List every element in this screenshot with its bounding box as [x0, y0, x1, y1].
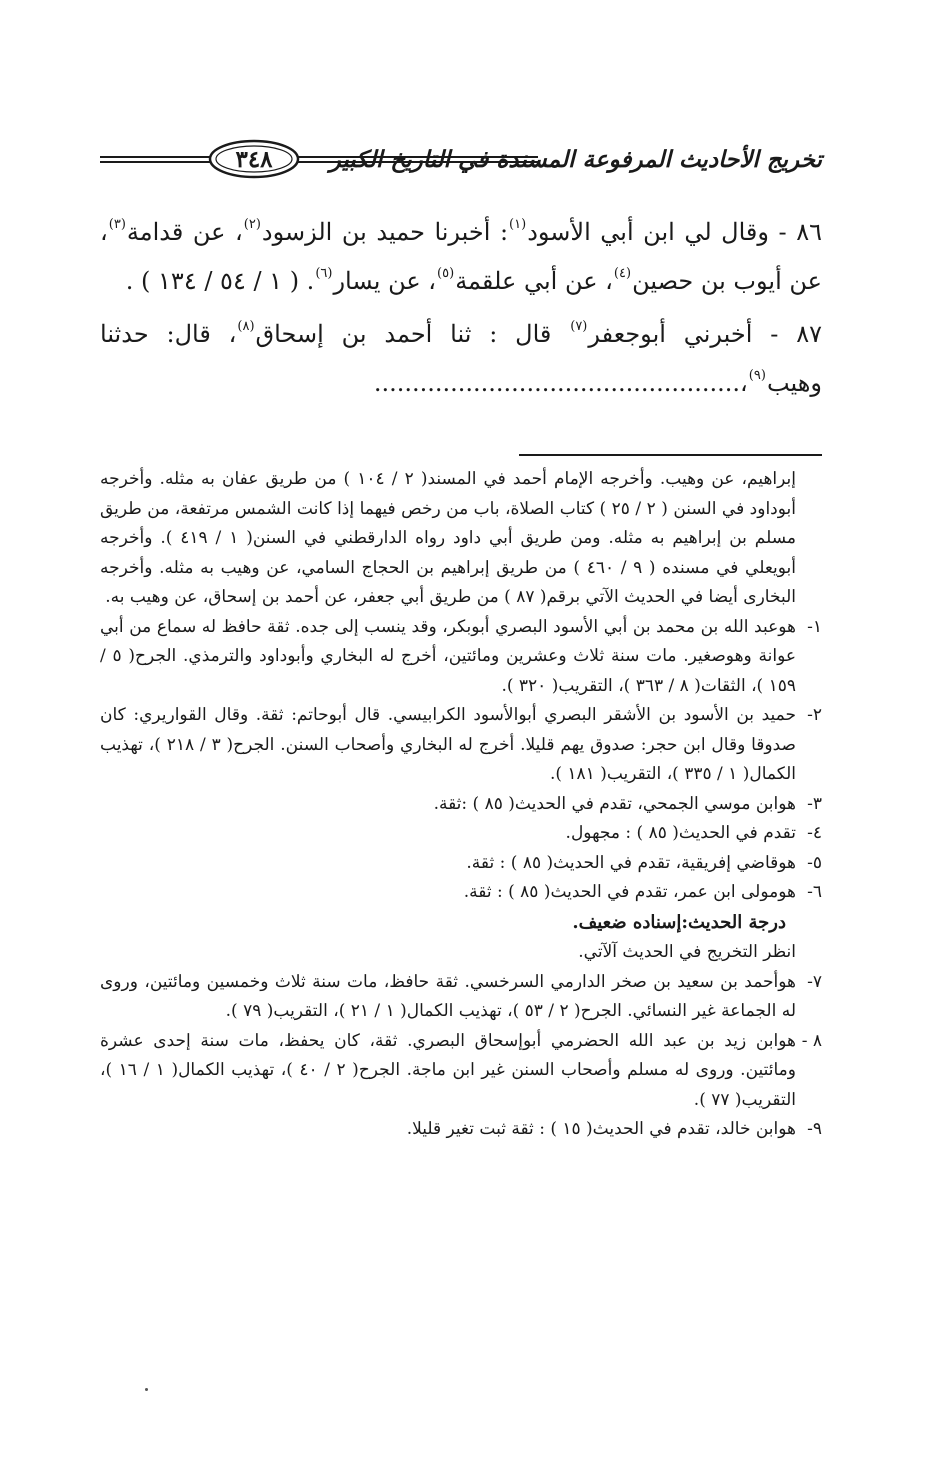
footnote-number: ٣-: [807, 793, 822, 814]
footnote-number: ٧-: [807, 971, 822, 992]
hadith-87: [100, 312, 822, 410]
continuation-dots: ................................................: [373, 369, 741, 397]
footnote-text: هوعبد الله بن محمد بن أبي الأسود البصري أبوبكر، وقد ينسب إلى جده. ثقة حافظ له سماع من أبي عوانة وهوصغير. مات سنة ثلاث وعشرين ومائتين، أخرج له البخاري وأبوداود والترمذي. الجرح( ٥ / ١٥٩ )، الثقات( ٨ / ٣٦٣ )، التقريب( ٣٢٠ ).: [100, 616, 796, 696]
grade-value: إسناده ضعيف.: [572, 911, 682, 933]
see-also-note: انظر التخريج في الحديث آلآتي.: [578, 942, 796, 962]
footnote-9: [100, 1115, 822, 1145]
hadith-text: ، عن قدامة: [126, 218, 243, 246]
footnote-text: هوقاضي إفريقية، تقدم في الحديث( ٨٥ ) : ثقة.: [466, 852, 796, 873]
footnotes: [100, 465, 822, 1145]
footnote-separator: [519, 454, 822, 456]
footnote-continuation: إبراهيم، عن وهيب. وأخرجه الإمام أحمد في المسند( ٢ / ١٠٤ ) من طريق عفان به مثله. وأخرجه أبوداود في السنن ( ٢ / ٢٥ ) كتاب الصلاة، باب من رخص فيهما إذا كانت الشمس مرتفعة، من طريق مسلم بن إبراهيم به مثله. ومن طريق أبي داود رواه الدارقطني في السنن( ١ / ٤١٩ ). وأخرجه أبويعلي في مسنده ( ٩ / ٤٦٠ ) من طريق إبراهيم بن الحجاج السامي، عن وهيب به مثله. وأخرجه البخارى أيضا في الحديث الآتي برقم( ٨٧ ) من طريق أبي جعفر، عن أحمد بن إسحاق، عن وهيب به.: [100, 469, 797, 607]
footnote-number: ٩-: [807, 1119, 822, 1139]
running-header: [100, 138, 822, 188]
hadith-text: ، عن أيوب بن حصين: [100, 218, 822, 295]
footnote-number: ٨ -: [801, 1030, 822, 1051]
footnote-number: ٦-: [807, 882, 822, 902]
hadith-text: أخبرني أبوجعفر: [588, 320, 753, 348]
footnote-text: هوابن خالد، تقدم في الحديث( ١٥ ) : ثقة ثبت تغير قليلا.: [406, 1119, 796, 1139]
hadith-text: : أخبرنا حميد بن الزسود: [261, 218, 509, 246]
footnote-text: هوأحمد بن سعيد بن صخر الدارمي السرخسي. ثقة حافظ، مات سنة ثلاث وخمسين ومائتين، وروى له الجماعة غير النسائي. الجرح( ٢ / ٥٣ )، تهذيب الكمال( ١ / ٢١ )، التقريب( ٧٩ ).: [100, 971, 796, 1021]
footnote-number: ٢-: [807, 705, 822, 725]
footnote-text: هومولى ابن عمر، تقدم في الحديث( ٨٥ ) : ثقة.: [463, 882, 796, 902]
page-number: ٣٤٨: [235, 146, 273, 173]
main-text: [100, 210, 822, 414]
hadith-number: ٨٧ -: [770, 320, 823, 348]
footnote-8: [100, 1027, 822, 1116]
hadith-text: ، قال: حدثنا وهيب: [100, 320, 822, 397]
footnote-text: حميد بن الأسود بن الأشقر البصري أبوالأسود الكرابيسي. قال أبوحاتم: ثقة. وقال القواريري: كان صدوقا وقال ابن حجر: صدوق يهم قليلا. أخرج له البخاري وأصحاب السنن. الجرح( ٣ / ٢١٨ )، تهذيب الكمال( ١ / ٣٣٥ )، التقريب( ١٨١ ).: [100, 705, 796, 784]
footnote-ref: (١): [509, 217, 527, 232]
hadith-86: [100, 210, 822, 308]
hadith-number: ٨٦ -: [778, 218, 822, 246]
footnote-3: [100, 790, 822, 820]
footnote-7: [100, 968, 822, 1027]
footnote-text: هوابن موسي الجمحي، تقدم في الحديث( ٨٥ ) :ثقة.: [433, 793, 796, 814]
footnote-6: [100, 878, 822, 908]
footnote-number: ٤-: [807, 823, 822, 843]
footnote-number: ٥-: [807, 852, 822, 873]
hadith-grade: [100, 908, 822, 939]
footnote-ref: (٩): [748, 368, 766, 383]
hadith-text: ،: [740, 369, 748, 397]
hadith-text: ، عن يسار: [333, 267, 437, 295]
footnote-4: [100, 819, 822, 849]
running-header-title: تخريج الأحاديث المرفوعة المسندة في التاريخ الكبير: [329, 146, 822, 173]
footnote-text: هوابن زيد بن عبد الله الحضرمي أبوإسحاق البصري. ثقة، كان يحفظ، مات سنة إحدى عشرة ومائتين. وروى له مسلم وأصحاب السنن غير ابن ماجة. الجرح( ٢ / ٤٠ )، تهذيب الكمال( ١ / ١٦ )، التقريب( ٧٧ ).: [100, 1030, 796, 1110]
footnote-ref: (٥): [437, 266, 455, 281]
hadith-text: قال : ثنا أحمد بن إسحاق: [255, 320, 570, 348]
footnote-ref: (٤): [613, 266, 632, 281]
footnote-5: [100, 849, 822, 879]
footnote-ref: (٧): [570, 319, 588, 334]
grade-label: درجة الحديث:: [681, 911, 786, 933]
hadith-citation: . ( ١ / ٥٤ / ١٣٤ ) .: [125, 267, 315, 295]
hadith-text: ، عن أبي علقمة: [455, 267, 613, 295]
footnote-number: ١-: [807, 616, 822, 637]
hadith-text: وقال لي ابن أبي الأسود: [527, 218, 769, 246]
footnote-1: [100, 613, 822, 702]
footnote-ref: (٦): [315, 266, 333, 281]
footnote-2: [100, 701, 822, 790]
footnote-ref: (٢): [243, 217, 261, 232]
footnote-ref: (٣): [108, 217, 126, 232]
print-speck: [145, 1388, 148, 1391]
footnote-text: تقدم في الحديث( ٨٥ ) : مجهول.: [565, 823, 796, 843]
footnote-ref: (٨): [237, 319, 255, 334]
